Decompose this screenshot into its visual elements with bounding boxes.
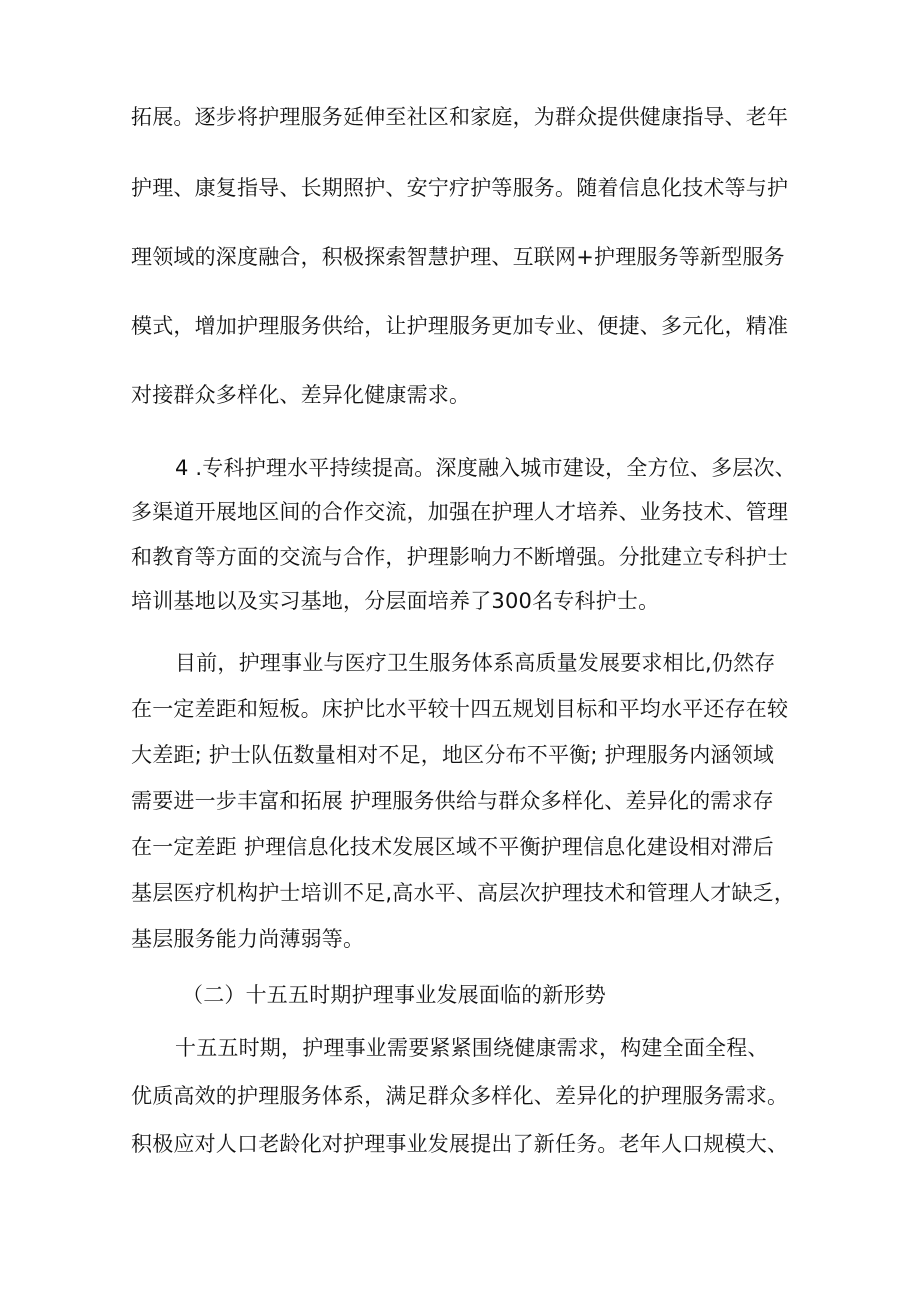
text-line: 多渠道开展地区间的合作交流，加强在护理人才培养、业务技术、管理 xyxy=(131,500,789,524)
text-line: 对接群众多样化、差异化健康需求。 xyxy=(131,383,471,407)
text-line: 4 .专科护理水平持续提高。深度融入城市建设，全方位、多层次、 xyxy=(175,456,796,480)
text-line: 在一定差距和短板。床护比水平较十四五规划目标和平均水平还存在较 xyxy=(131,697,789,721)
text-line: 需要进一步丰富和拓展 护理服务供给与群众多样化、差异化的需求存 xyxy=(131,789,774,813)
text-line: 护理、康复指导、长期照护、安宁疗护等服务。随着信息化技术等与护 xyxy=(131,176,789,200)
text-line: 培训基地以及实习基地，分层面培养了300名专科护士。 xyxy=(131,589,660,613)
text-line: 拓展。逐步将护理服务延伸至社区和家庭，为群众提供健康指导、老年 xyxy=(131,105,789,129)
text-line: 基层服务能力尚薄弱等。 xyxy=(131,927,365,951)
text-line: 十五五时期，护理事业需要紧紧围绕健康需求，构建全面全程、 xyxy=(175,1036,769,1060)
text-line: 目前，护理事业与医疗卫生服务体系高质量发展要求相比,仍然存 xyxy=(175,651,776,675)
text-line: 在一定差距 护理信息化技术发展区域不平衡护理信息化建设相对滞后 xyxy=(131,835,774,859)
text-line: 理领域的深度融合，积极探索智慧护理、互联网+护理服务等新型服务 xyxy=(131,245,785,269)
text-line: 模式，增加护理服务供给，让护理服务更加专业、便捷、多元化，精准 xyxy=(131,314,789,338)
text-line: 基层医疗机构护士培训不足,高水平、高层次护理技术和管理人才缺乏， xyxy=(131,881,796,905)
text-line: 优质高效的护理服务体系，满足群众多样化、差异化的护理服务需求。 xyxy=(131,1084,789,1108)
text-line: 积极应对人口老龄化对护理事业发展提出了新任务。老年人口规模大、 xyxy=(131,1132,789,1156)
text-line: 大差距; 护士队伍数量相对不足，地区分布不平衡; 护理服务内涵领域 xyxy=(131,743,775,767)
text-line: 和教育等方面的交流与合作，护理影响力不断增强。分批建立专科护士 xyxy=(131,545,789,569)
section-heading: （二）十五五时期护理事业发展面临的新形势 xyxy=(182,983,606,1007)
